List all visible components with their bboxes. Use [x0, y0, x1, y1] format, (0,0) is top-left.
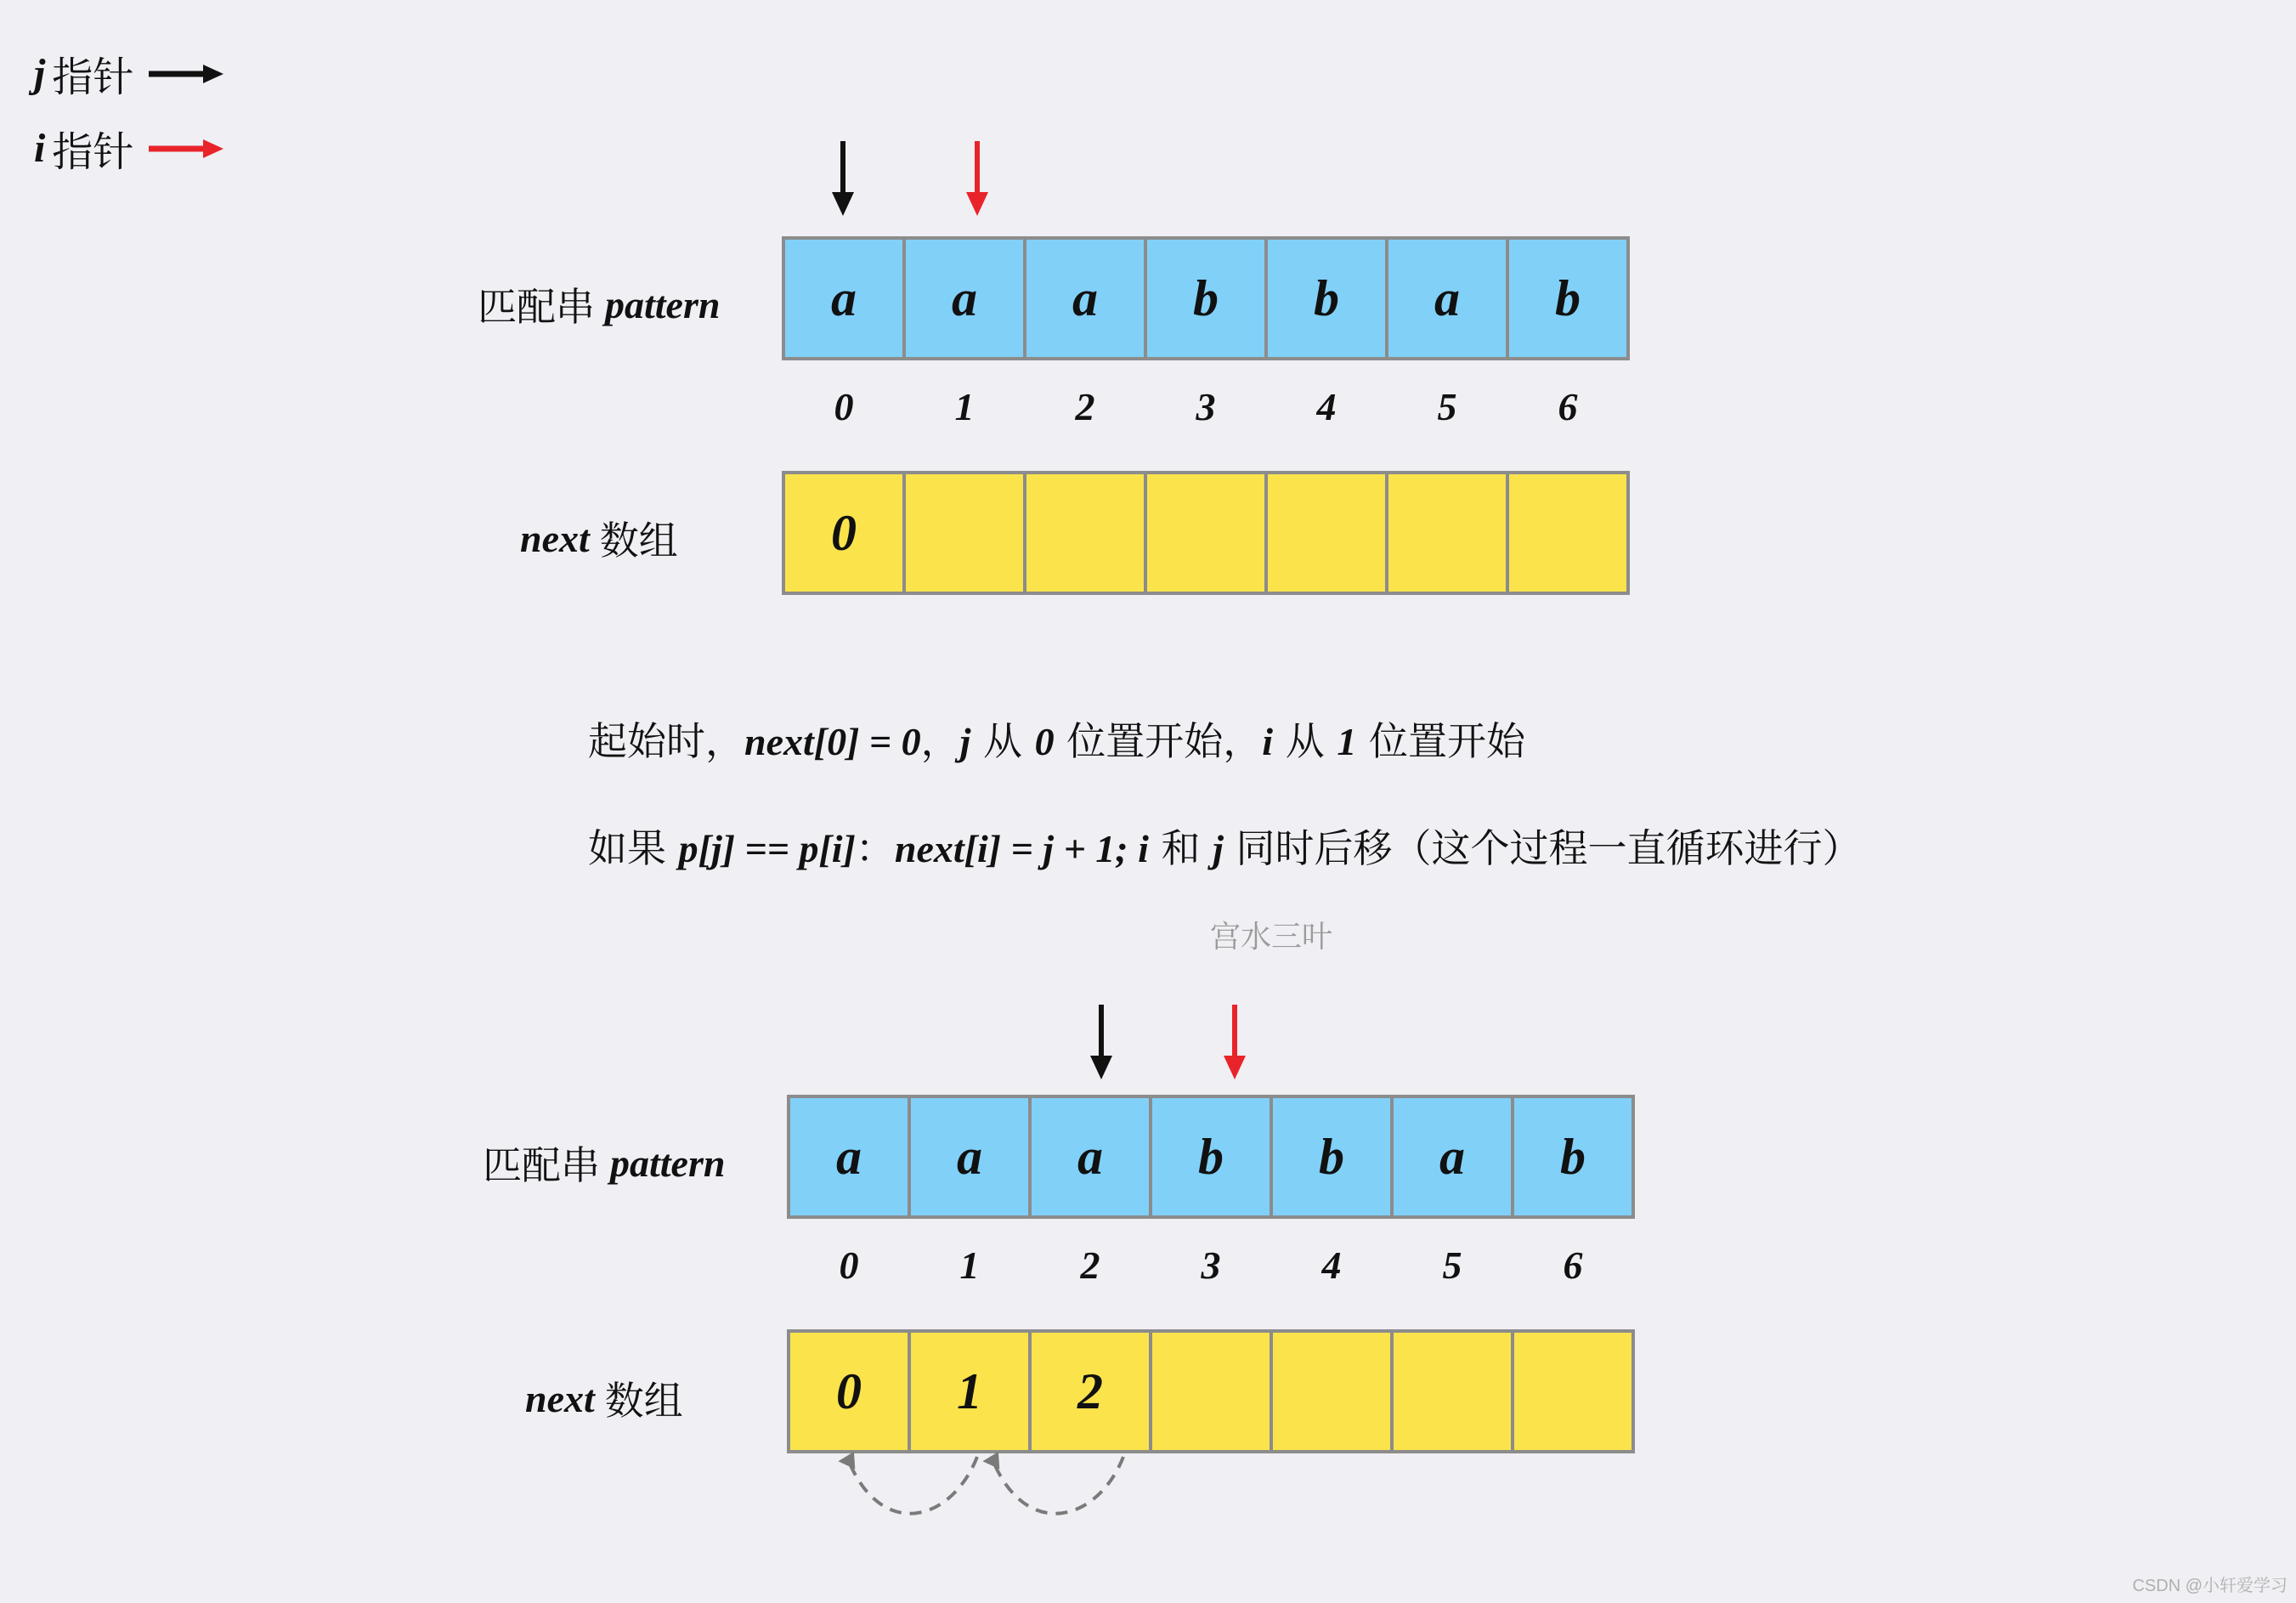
text-part: 同时后移（这个过程一直循环进行）	[1223, 825, 1862, 871]
next-cell: 0	[787, 1329, 911, 1453]
diagram2-next-row	[787, 1329, 1632, 1453]
next-cell	[902, 471, 1026, 595]
diagram1-i-pointer-arrow-icon	[966, 141, 988, 216]
text-part: 0	[1034, 720, 1055, 763]
pattern-cell: a	[1023, 236, 1147, 360]
next-cell	[1264, 471, 1388, 595]
diagram2-pointers	[787, 1000, 1671, 1085]
text-part: 位置开始	[1356, 718, 1525, 764]
next-label-cn: 数组	[604, 1378, 683, 1424]
explanation-line-1	[588, 711, 1525, 767]
pattern-cell: a	[1028, 1095, 1152, 1219]
black-arrow-icon	[147, 61, 225, 87]
next-reference-curves	[824, 1445, 1147, 1538]
legend-j-var: j	[34, 51, 46, 96]
curve-arrow-icon	[982, 1447, 1123, 1514]
text-part: p[j] == p[i]	[678, 827, 856, 870]
diagram2-pattern-label	[483, 1135, 725, 1191]
diagram2-j-pointer-arrow-icon	[1090, 1005, 1112, 1079]
text-part: 1	[1337, 720, 1357, 763]
text-part: ：	[855, 825, 895, 871]
next-cell	[1149, 1329, 1273, 1453]
index-label: 3	[1196, 385, 1216, 428]
index-label: 5	[1442, 1243, 1462, 1287]
index-label: 2	[1080, 1243, 1100, 1287]
diagram2-next-label	[525, 1370, 683, 1426]
legend-i-var: i	[34, 126, 46, 171]
red-arrow-icon	[147, 136, 225, 161]
pattern-cell: a	[1385, 236, 1509, 360]
text-part: j	[1213, 827, 1224, 870]
legend-i-text: 指针	[52, 128, 134, 176]
pattern-cell: b	[1270, 1095, 1394, 1219]
pattern-cell: a	[902, 236, 1026, 360]
text-part: 起始时，	[588, 718, 744, 764]
legend-i	[34, 119, 225, 178]
next-cell: 1	[908, 1329, 1032, 1453]
diagram1-index-row	[783, 384, 1628, 429]
pattern-label-cn: 匹配串	[478, 284, 595, 330]
text-part: 从	[970, 718, 1035, 764]
index-label: 3	[1201, 1243, 1221, 1287]
next-cell: 0	[782, 471, 906, 595]
pattern-cell: a	[787, 1095, 911, 1219]
next-label-en: next	[520, 516, 590, 560]
footer-credit: CSDN @小轩爱学习	[2132, 1577, 2288, 1595]
curve-arrow-icon	[838, 1447, 977, 1514]
text-part: 位置开始，	[1054, 718, 1263, 764]
diagram2-pattern-row	[787, 1095, 1632, 1219]
pattern-cell: a	[782, 236, 906, 360]
pattern-cell: b	[1506, 236, 1630, 360]
index-label: 5	[1437, 385, 1457, 428]
next-label-cn: 数组	[599, 518, 678, 564]
next-cell	[1506, 471, 1630, 595]
legend-j-text: 指针	[52, 54, 134, 101]
diagram1-pattern-label	[478, 276, 720, 332]
watermark: 宫水三叶	[1210, 920, 1333, 954]
index-label: 4	[1316, 385, 1337, 428]
index-label: 2	[1075, 385, 1095, 428]
pattern-cell: a	[908, 1095, 1032, 1219]
diagram1-next-label	[520, 510, 678, 566]
text-part: next[0] = 0	[744, 720, 921, 763]
pattern-label-cn: 匹配串	[483, 1142, 600, 1188]
index-label: 1	[954, 385, 975, 428]
text-part: i	[1262, 720, 1274, 763]
next-cell	[1511, 1329, 1635, 1453]
next-cell	[1385, 471, 1509, 595]
index-label: 6	[1558, 385, 1578, 428]
pattern-cell: a	[1390, 1095, 1514, 1219]
next-cell: 2	[1028, 1329, 1152, 1453]
diagram1-pointers	[782, 136, 1665, 221]
explanation-line-2	[588, 818, 1862, 874]
text-part: 和	[1148, 825, 1213, 871]
pattern-cell: b	[1144, 236, 1268, 360]
pattern-cell: b	[1511, 1095, 1635, 1219]
diagram2-index-row	[789, 1243, 1633, 1288]
legend-j	[34, 44, 225, 103]
next-cell	[1390, 1329, 1514, 1453]
text-part: 从	[1273, 718, 1337, 764]
index-label: 0	[839, 1243, 859, 1287]
next-label-en: next	[525, 1376, 595, 1420]
index-label: 6	[1563, 1243, 1583, 1287]
text-part: ，	[920, 718, 960, 764]
pattern-label-en: pattern	[610, 1141, 726, 1185]
next-cell	[1144, 471, 1268, 595]
index-label: 0	[834, 385, 854, 428]
text-part: next[i] = j + 1; i	[894, 827, 1149, 870]
diagram1-next-row	[782, 471, 1626, 595]
next-cell	[1023, 471, 1147, 595]
next-cell	[1270, 1329, 1394, 1453]
text-part: 如果	[588, 825, 679, 871]
diagram1-pattern-row	[782, 236, 1626, 360]
pattern-cell: b	[1264, 236, 1388, 360]
diagram1-j-pointer-arrow-icon	[832, 141, 854, 216]
index-label: 1	[959, 1243, 980, 1287]
text-part: j	[959, 720, 971, 763]
diagram2-i-pointer-arrow-icon	[1224, 1005, 1246, 1079]
pattern-cell: b	[1149, 1095, 1273, 1219]
index-label: 4	[1321, 1243, 1342, 1287]
pattern-label-en: pattern	[605, 282, 721, 326]
